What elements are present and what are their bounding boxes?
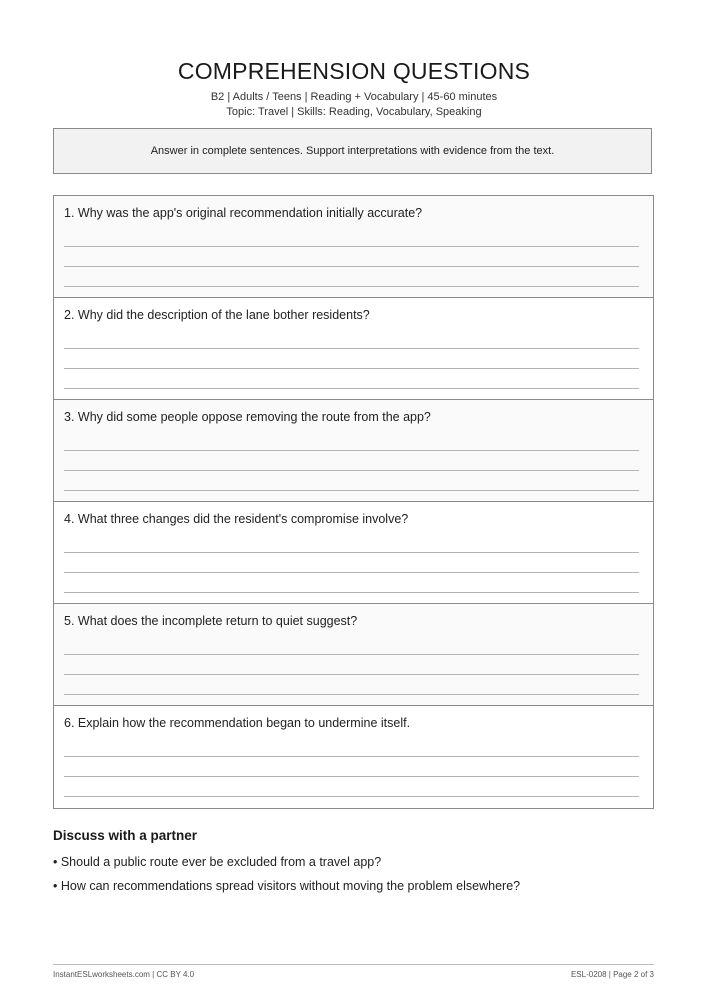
question-row-6	[54, 706, 653, 808]
question-text: 3. Why did some people oppose removing the route from the app?	[64, 410, 431, 424]
question-text: 6. Explain how the recommendation began to undermine itself.	[64, 716, 411, 730]
page-title: COMPREHENSION QUESTIONS	[177, 58, 531, 84]
questions-table	[53, 195, 654, 809]
answer-line[interactable]	[64, 592, 639, 593]
answer-line[interactable]	[64, 246, 639, 247]
question-row-4	[54, 502, 653, 604]
topic-meta: Topic: Travel | Skills: Reading, Vocabulary, Speaking	[226, 106, 482, 118]
answer-line[interactable]	[64, 490, 639, 491]
footer-page-number: ESL-0208 | Page 2 of 3	[570, 970, 654, 979]
answer-line[interactable]	[64, 348, 639, 349]
footer-divider	[53, 964, 654, 965]
answer-line[interactable]	[64, 776, 639, 777]
answer-line[interactable]	[64, 694, 639, 695]
answer-line[interactable]	[64, 368, 639, 369]
discussion-heading: Discuss with a partner	[53, 828, 198, 843]
question-row-2	[54, 298, 653, 400]
question-text: 1. Why was the app's original recommendation initially accurate?	[64, 206, 423, 220]
discussion-item: • Should a public route ever be excluded from a travel app?	[53, 855, 382, 869]
question-row-1	[54, 196, 653, 298]
answer-line[interactable]	[64, 450, 639, 451]
footer-license: InstantESLworksheets.com | CC BY 4.0	[53, 970, 195, 979]
answer-line[interactable]	[64, 388, 639, 389]
question-text: 5. What does the incomplete return to quiet suggest?	[64, 614, 358, 628]
answer-line[interactable]	[64, 796, 639, 797]
answer-line[interactable]	[64, 674, 639, 675]
answer-line[interactable]	[64, 572, 639, 573]
answer-line[interactable]	[64, 654, 639, 655]
instructions-box	[53, 128, 652, 174]
answer-line[interactable]	[64, 552, 639, 553]
instructions-text: Answer in complete sentences. Support interpretations with evidence from the text.	[150, 145, 555, 157]
answer-line[interactable]	[64, 756, 639, 757]
question-text: 4. What three changes did the resident's compromise involve?	[64, 512, 409, 526]
answer-line[interactable]	[64, 266, 639, 267]
level-meta: B2 | Adults / Teens | Reading + Vocabulary | 45-60 minutes	[210, 91, 498, 103]
answer-line[interactable]	[64, 470, 639, 471]
question-row-3	[54, 400, 653, 502]
question-row-5	[54, 604, 653, 706]
discussion-item: • How can recommendations spread visitors without moving the problem elsewhere?	[53, 879, 521, 893]
question-text: 2. Why did the description of the lane bother residents?	[64, 308, 370, 322]
answer-line[interactable]	[64, 286, 639, 287]
